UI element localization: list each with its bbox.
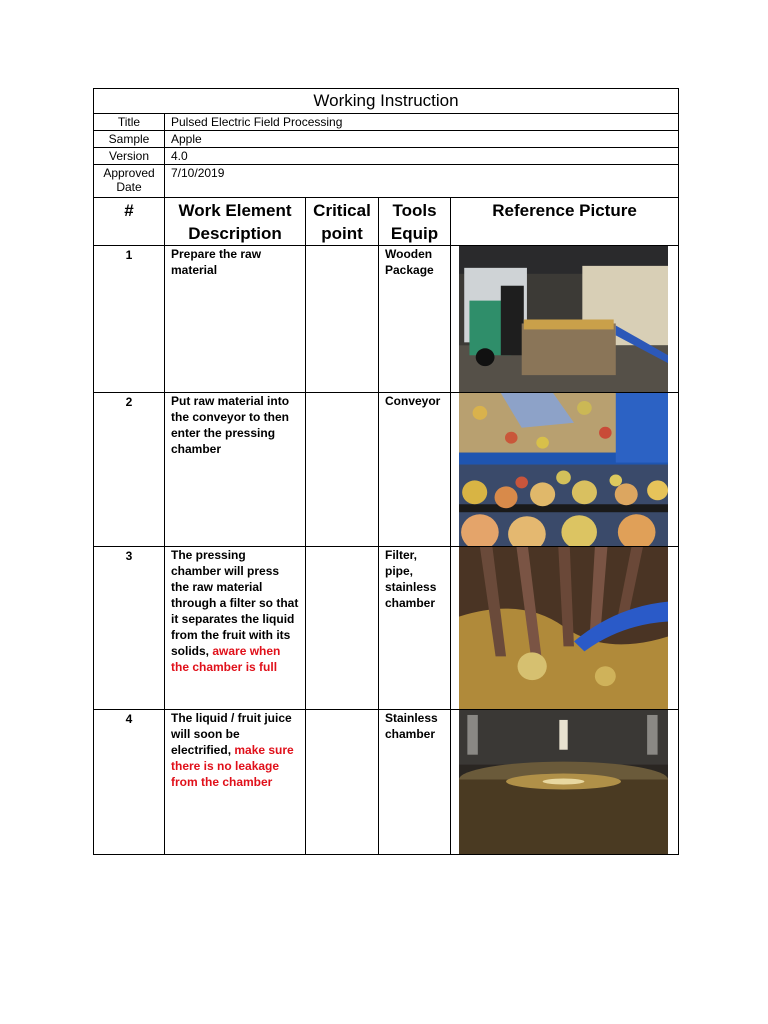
document-title: Working Instruction — [94, 89, 679, 114]
working-instruction-table — [93, 88, 679, 855]
header-number: # — [94, 198, 165, 246]
meta-value-approved-date: 7/10/2019 — [165, 165, 679, 198]
step-description: The liquid / fruit juice will soon be electrified, make sure there is no leakage from the chamber — [165, 710, 306, 855]
table-row — [94, 710, 679, 855]
step-tools: Conveyor — [379, 393, 451, 547]
step-number: 2 — [94, 393, 165, 547]
step-number: 4 — [94, 710, 165, 855]
header-critical-point: Critical point — [306, 198, 379, 246]
table-row — [94, 246, 679, 393]
step-reference-picture — [451, 710, 679, 855]
table-row — [94, 547, 679, 710]
table-row — [94, 393, 679, 547]
step-tools: Filter, pipe, stainless chamber — [379, 547, 451, 710]
meta-label-sample: Sample — [94, 131, 165, 148]
pressing-chamber-photo — [459, 547, 668, 709]
meta-label-title: Title — [94, 114, 165, 131]
step-reference-picture — [451, 393, 679, 547]
juice-tank-photo — [459, 710, 668, 854]
meta-value-title: Pulsed Electric Field Processing — [165, 114, 679, 131]
header-tools-equip: Tools Equip — [379, 198, 451, 246]
header-description: Work Element Description — [165, 198, 306, 246]
meta-value-sample: Apple — [165, 131, 679, 148]
step-tools: Wooden Package — [379, 246, 451, 393]
step-number: 1 — [94, 246, 165, 393]
step-critical-point — [306, 393, 379, 547]
step-description: The pressing chamber will press the raw material through a filter so that it separates the liquid from the fruit with its solids, aware when the chamber is full — [165, 547, 306, 710]
step-tools: Stainless chamber — [379, 710, 451, 855]
step-number: 3 — [94, 547, 165, 710]
step-reference-picture — [451, 246, 679, 393]
step-critical-point — [306, 710, 379, 855]
step-reference-picture — [451, 547, 679, 710]
meta-label-version: Version — [94, 148, 165, 165]
step-description: Prepare the raw material — [165, 246, 306, 393]
step-critical-point — [306, 246, 379, 393]
forklift-crate-photo — [459, 246, 668, 392]
meta-label-approved-date: Approved Date — [94, 165, 165, 198]
step-description: Put raw material into the conveyor to then enter the pressing chamber — [165, 393, 306, 547]
meta-value-version: 4.0 — [165, 148, 679, 165]
step-critical-point — [306, 547, 379, 710]
header-reference-picture: Reference Picture — [451, 198, 679, 246]
apple-conveyor-photo — [459, 393, 668, 546]
